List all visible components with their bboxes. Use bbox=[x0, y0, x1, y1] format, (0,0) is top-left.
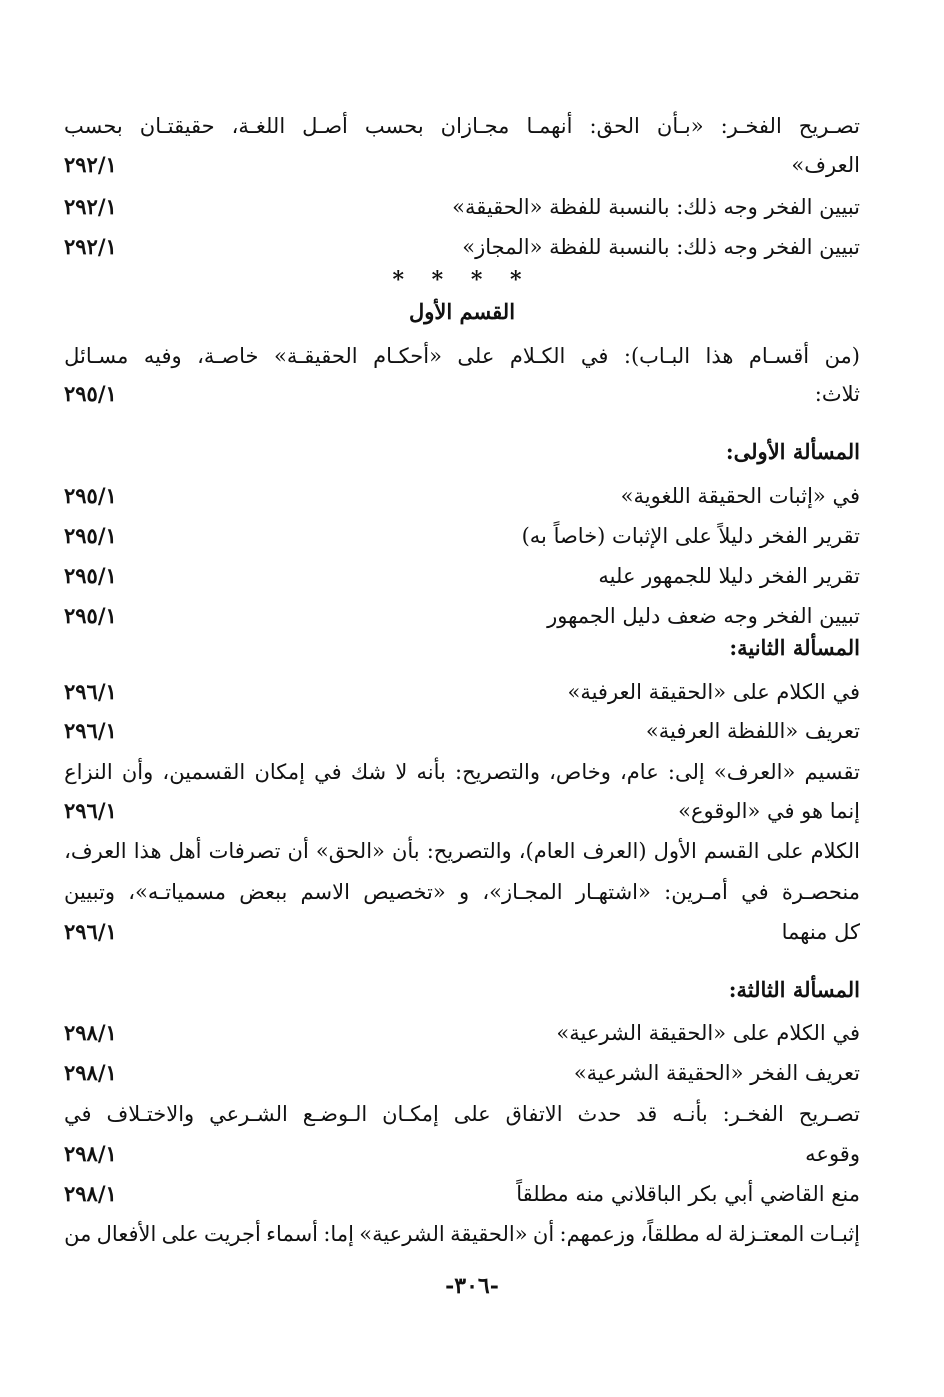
word: أجريت bbox=[203, 1222, 261, 1246]
page-reference: ٢٩٨/١ bbox=[64, 1141, 117, 1166]
word: حقيقتـان bbox=[139, 114, 215, 138]
index-line-justified bbox=[64, 752, 860, 792]
page-reference: ٢٩٥/١ bbox=[64, 483, 117, 508]
word: الـوضـع bbox=[302, 1102, 368, 1126]
word: مطلقاً، bbox=[640, 1222, 700, 1246]
word: «الحقيقة bbox=[450, 1222, 528, 1246]
index-line: وقوعه bbox=[805, 1142, 860, 1166]
word: إمكان bbox=[254, 760, 305, 784]
word: لا bbox=[395, 760, 408, 784]
page-reference: ٢٩٥/١ bbox=[64, 603, 117, 628]
word: القسمين، bbox=[162, 760, 246, 784]
index-line: تقرير الفخر دليلاً على الإثبات (خاصاً به) bbox=[521, 524, 860, 548]
word: له bbox=[705, 1222, 723, 1246]
page-reference: ٢٩٦/١ bbox=[64, 798, 117, 823]
index-line: العرف» bbox=[791, 153, 860, 177]
page-reference: ٢٩٨/١ bbox=[64, 1181, 117, 1206]
word: و bbox=[458, 880, 470, 904]
word: في bbox=[64, 1102, 92, 1126]
word: على bbox=[766, 839, 804, 863]
word: «بـأن bbox=[656, 114, 704, 138]
word: هذا bbox=[705, 344, 734, 368]
issue-heading: المسألة الثالثة: bbox=[728, 977, 860, 1002]
word: وتبيين bbox=[64, 880, 115, 904]
index-line: منع القاضي أبي بكر الباقلاني منه مطلقاً bbox=[516, 1182, 860, 1206]
word: البـاب): bbox=[623, 344, 691, 368]
word: أهل bbox=[168, 839, 202, 863]
page-number: -٣٠٦- bbox=[445, 1273, 499, 1299]
word: مسمياتـه»، bbox=[128, 880, 226, 904]
word: «العرف» bbox=[713, 760, 796, 784]
word: الفخـر: bbox=[722, 1102, 784, 1126]
word: (من bbox=[824, 344, 860, 368]
word: بأن bbox=[391, 839, 420, 863]
word: على bbox=[161, 1222, 199, 1246]
index-line-justified bbox=[64, 336, 860, 376]
index-line: تقرير الفخر دليلا للجمهور عليه bbox=[598, 564, 860, 588]
index-line-justified bbox=[64, 872, 860, 912]
word: «تخصيص bbox=[363, 880, 446, 904]
word: (العرف bbox=[582, 839, 647, 863]
page-reference: ٢٩٨/١ bbox=[64, 1020, 117, 1045]
word: الاتفاق bbox=[505, 1102, 563, 1126]
word: الكـلام bbox=[509, 344, 566, 368]
word: الأفعال bbox=[96, 1222, 157, 1246]
index-line-justified bbox=[64, 106, 860, 146]
word: الفخـر: bbox=[720, 114, 782, 138]
word: الحقيقـة» bbox=[274, 344, 358, 368]
word: الحق: bbox=[589, 114, 640, 138]
index-line: تعريف الفخر «الحقيقة الشرعية» bbox=[573, 1061, 860, 1085]
word: وأن bbox=[121, 760, 154, 784]
word: المعتـزلة bbox=[728, 1222, 805, 1246]
word: إثبـات bbox=[809, 1222, 860, 1246]
index-line-justified bbox=[64, 1214, 860, 1254]
word: خاصـة، bbox=[197, 344, 259, 368]
word: أن bbox=[287, 839, 309, 863]
issue-heading: المسألة الأولى: bbox=[725, 439, 860, 464]
word: اللغـة، bbox=[231, 114, 286, 138]
word: أصـل bbox=[302, 114, 348, 138]
word: بحسب bbox=[364, 114, 424, 138]
word: «أحكـام bbox=[373, 344, 442, 368]
word: إلى: bbox=[667, 760, 705, 784]
word: المجـاز»، bbox=[482, 880, 563, 904]
word: تصرفات bbox=[208, 839, 281, 863]
word: بأنه bbox=[416, 760, 446, 784]
word: إما: bbox=[323, 1222, 354, 1246]
word: على bbox=[457, 344, 495, 368]
page-reference: ٢٩٢/١ bbox=[64, 234, 117, 259]
word: الأول bbox=[653, 839, 697, 863]
word: بحسب bbox=[64, 114, 123, 138]
index-line: تبيين الفخر وجه ذلك: بالنسبة للفظة «الحقيقة» bbox=[452, 195, 860, 219]
word: العرف، bbox=[64, 839, 127, 863]
word: من bbox=[64, 1222, 92, 1246]
section-separator-stars: * * * * bbox=[392, 267, 532, 293]
section-heading: القسم الأول bbox=[408, 299, 516, 324]
word: الشرعية» bbox=[359, 1222, 445, 1246]
word: القسم bbox=[703, 839, 760, 863]
index-line-justified bbox=[64, 831, 860, 871]
word: والاختـلاف bbox=[106, 1102, 195, 1126]
page-reference: ٢٩٦/١ bbox=[64, 679, 117, 704]
page-reference: ٢٩٢/١ bbox=[64, 152, 117, 177]
page-reference: ٢٩٥/١ bbox=[64, 381, 117, 406]
word: تصـريح bbox=[798, 1102, 860, 1126]
index-line: تعريف «اللفظة العرفية» bbox=[645, 719, 860, 743]
issue-heading: المسألة الثانية: bbox=[729, 635, 860, 660]
word: بأنـه bbox=[672, 1102, 708, 1126]
word: النزاع bbox=[64, 760, 113, 784]
word: «الحق» bbox=[315, 839, 385, 863]
index-line: إنما هو في «الوقوع» bbox=[678, 799, 860, 823]
word: مسـائل bbox=[64, 344, 129, 368]
word: أنهمـا bbox=[526, 114, 573, 138]
index-line: تبيين الفخر وجه ضعف دليل الجمهور bbox=[547, 604, 860, 628]
word: وزعمهم: bbox=[559, 1222, 636, 1246]
page-reference: ٢٩٥/١ bbox=[64, 563, 117, 588]
word: أمـرين: bbox=[664, 880, 728, 904]
word: وخاص، bbox=[549, 760, 611, 784]
index-line: في «إثبات الحقيقة اللغوية» bbox=[620, 484, 860, 508]
word: حدث bbox=[577, 1102, 622, 1126]
word: في bbox=[580, 344, 609, 368]
word: منحصـرة bbox=[781, 880, 860, 904]
word: والتصريح: bbox=[455, 760, 540, 784]
word: الشـرعي bbox=[209, 1102, 288, 1126]
page-reference: ٢٩٨/١ bbox=[64, 1060, 117, 1085]
page-reference: ٢٩٦/١ bbox=[64, 919, 117, 944]
page-reference: ٢٩٦/١ bbox=[64, 718, 117, 743]
page-reference: ٢٩٢/١ bbox=[64, 194, 117, 219]
word: ببعض bbox=[239, 880, 288, 904]
word: تصـريح bbox=[798, 114, 860, 138]
word: تقسيم bbox=[804, 760, 860, 784]
word: في bbox=[741, 880, 769, 904]
word: الاسم bbox=[300, 880, 350, 904]
word: إمكـان bbox=[382, 1102, 439, 1126]
word: الكلام bbox=[810, 839, 860, 863]
index-line: تبيين الفخر وجه ذلك: بالنسبة للفظة «المجاز» bbox=[462, 235, 860, 259]
word: «اشتهـار bbox=[575, 880, 651, 904]
word: وفيه bbox=[143, 344, 182, 368]
word: قد bbox=[636, 1102, 658, 1126]
word: أسماء bbox=[266, 1222, 319, 1246]
word: مجـازان bbox=[440, 114, 510, 138]
page-reference: ٢٩٥/١ bbox=[64, 523, 117, 548]
index-line: ثلاث: bbox=[814, 382, 860, 406]
word: شك bbox=[350, 760, 387, 784]
index-line-justified bbox=[64, 1094, 860, 1134]
index-line: في الكلام على «الحقيقة الشرعية» bbox=[556, 1021, 860, 1045]
word: في bbox=[314, 760, 342, 784]
word: العام)، bbox=[518, 839, 576, 863]
index-line: كل منهما bbox=[781, 920, 860, 944]
word: أن bbox=[532, 1222, 555, 1246]
word: على bbox=[453, 1102, 491, 1126]
word: هذا bbox=[133, 839, 162, 863]
index-line: في الكلام على «الحقيقة العرفية» bbox=[567, 680, 860, 704]
word: أقسـام bbox=[748, 344, 810, 368]
word: عام، bbox=[620, 760, 659, 784]
word: والتصريح: bbox=[426, 839, 512, 863]
